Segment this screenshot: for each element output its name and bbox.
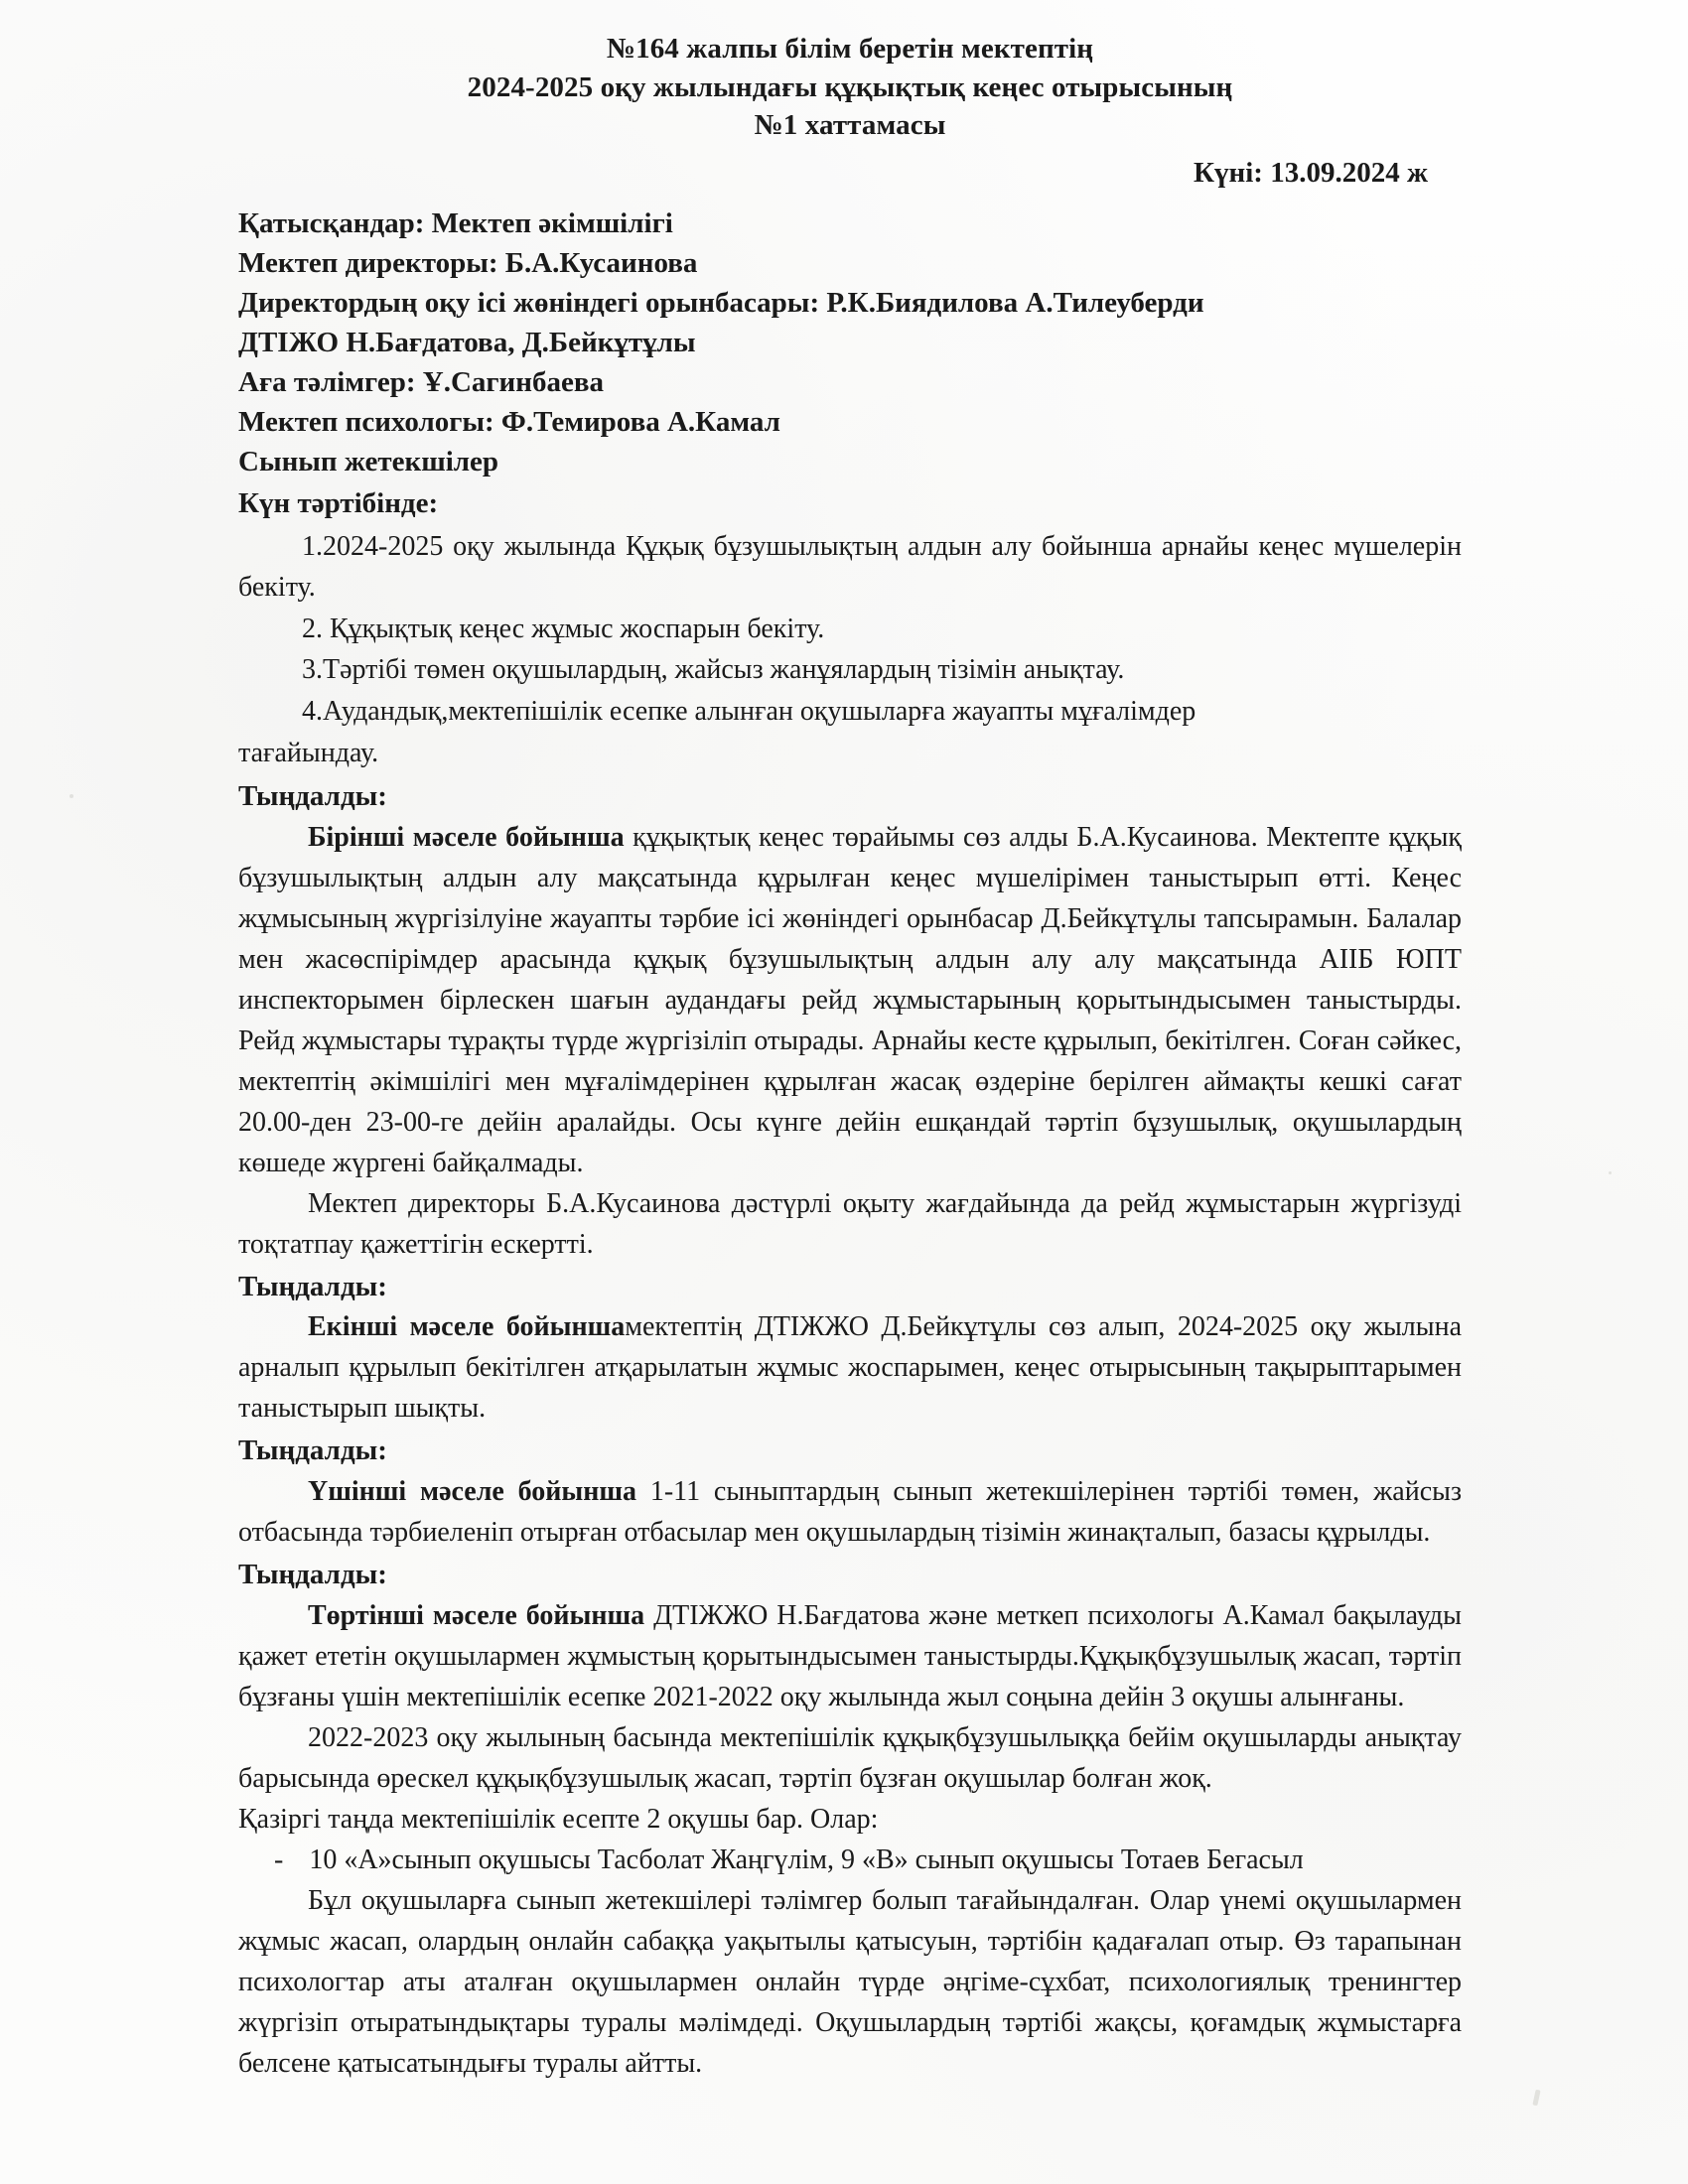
agenda-item: 4.Аудандық,мектепішілік есепке алынған оқушыларға жауапты мұғалімдер [302,696,1196,728]
section-two-body: мектептің ДТІЖЖО Д.Бейкұтұлы сөз алып, 2024-2025 оқу жылына арналып құрылып бекітілген атқарылатын жұмыс жоспарымен, кеңес отырысының тақырыптарымен таныстырып шықты. [238,1311,1462,1425]
title-line-3: №1 хаттамасы [754,109,946,142]
document-sheet [238,30,1462,2084]
section-four-body: ДТІЖЖО Н.Бағдатова және меткеп психологы А.Камал бақылауды қажет ететін оқушылармен жұмыстың қорытындысымен таныстырды.Құқықбұзушылық жасап, тәртіп бұзғаны үшін мектепішілік есепке 2021-2022 оқу жылында жыл соңына дейін 3 оқушы алынғаны. [238,1599,1462,1712]
listened-label: Тыңдалды: [238,780,387,813]
scan-artifact [1532,2090,1540,2107]
section-four-paragraph-4: Бұл оқушыларға сынып жетекшілері тәлімгер болып тағайындалған. Олар үнемі оқушылармен жұмыс жасап, олардың онлайн сабаққа уақытылы қатысуын, тәртібін қадағалап отыр. Өз тарапынан психологтар аты аталған оқушылармен онлайн түрде әңгіме-сұхбат, психологиялық тренингтер жүргізіп отыратындықтары туралы мәлімдеді. Оқушылардың тәртібі жақсы, қоғамдық жұмыстарға белсене қатысатындығы туралы айтты. [238,1884,1462,2079]
attendee-row: Мектеп директоры: Б.А.Кусаинова [238,246,698,279]
section-two-paragraph [238,1306,1462,1429]
listened-label: Тыңдалды: [238,1270,387,1302]
attendee-row: Аға тәлімгер: Ұ.Сагинбаева [238,365,605,398]
agenda-heading: Күн тәртібінде: [238,486,439,519]
agenda-item: 2. Құқықтық кеңес жұмыс жоспарын бекіту. [302,613,825,644]
student-names: 10 «А»сынып оқушысы Тасболат Жаңгүлім, 9 «В» сынып оқушысы Тотаев Бегасыл [309,1843,1304,1875]
bullet-marker: - [274,1843,284,1875]
attendee-row: Директордың оқу ісі жөніндегі орынбасары: Р.К.Биядилова А.Тилеуберди [238,286,1204,319]
document-date: Күні: 13.09.2024 ж [1194,156,1428,189]
scan-artifact [70,794,73,798]
section-three-paragraph [238,1471,1462,1553]
attendees-block [238,204,1462,481]
document-title [238,30,1462,145]
agenda-item-tail: тағайындау. [238,738,379,769]
attendee-row: ДТІЖО Н.Бағдатова, Д.Бейкұтұлы [238,326,696,358]
section-four-lead: Төртінші мәселе бойынша [308,1599,645,1631]
title-line-1: №164 жалпы білім беретін мектептің [606,33,1094,65]
section-three-lead: Үшінші мәселе бойынша [308,1476,637,1508]
agenda-item: 3.Тәртібі төмен оқушылардың, жайсыз жанұялардың тізімін анықтау. [302,654,1125,686]
section-four-paragraph-3: Қазіргі таңда мектепішілік есепте 2 оқушы бар. Олар: [238,1803,879,1835]
section-one-lead: Бірінші мәселе бойынша [308,821,625,853]
section-four-paragraph-2: 2022-2023 оқу жылының басында мектепішілік құқықбұзушылыққа бейім оқушыларды анықтау барысында өрескел құқықбұзушылық жасап, тәртіп бұзған оқушылар болған жоқ. [238,1721,1462,1794]
section-four-paragraph [238,1595,1462,1717]
section-one-body: құқықтық кеңес төрайымы сөз алды Б.А.Кусаинова. Мектепте құқық бұзушылықтың алдын алу мақсатында құрылған кеңес мүшелірімен таныстырып өтті. Кеңес жұмысының жүргізілуіне жауапты тәрбие ісі жөніндегі орынбасар Д.Бейкұтұлы тапсырамын. Балалар мен жасөспірімдер арасында құқық бұзушылықтың алдын алу алу мақсатында АІІБ ЮПТ инспекторымен бірлескен шағын аудандағы рейд жұмыстарының қорытындысымен таныстырды. Рейд жұмыстары тұрақты түрде жүргізіліп отырады. Арнайы кесте құрылып, бекітілген. Соған сәйкес, мектептің әкімшілігі мен мұғалімдерінен құрылған жасақ өздеріне берілген аймақты кешкі сағат 20.00-ден 23-00-ге дейін аралайды. Осы күнге дейін ешқандай тәртіп бұзушылық, оқушылардың көшеде жүргені байқалмады. [238,821,1462,1178]
title-line-2: 2024-2025 оқу жылындағы құқықтық кеңес отырысының [467,70,1233,103]
attendee-row: Мектеп психологы: Ф.Темирова А.Камал [238,405,780,438]
attendee-row: Сынып жетекшілер [238,445,499,478]
section-three-body: 1-11 сыныптардың сынып жетекшілерінен тәртібі төмен, жайсыз отбасында тәрбиеленіп отырған отбасылар мен оқушылардың тізімін жинақталып, базасы құрылды. [238,1476,1463,1549]
attendee-row: Қатысқандар: Мектеп әкімшілігі [238,206,673,239]
listened-label: Тыңдалды: [238,1559,387,1591]
scan-artifact [1609,1171,1612,1174]
agenda-item: 1.2024-2025 оқу жылында Құқық бұзушылықтың алдын алу бойынша арнайы кеңес мүшелерін бекіту. [238,530,1462,603]
section-two-lead: Екінші мәселе бойынша [308,1311,626,1343]
listened-label: Тыңдалды: [238,1434,387,1467]
section-one-paragraph [238,817,1462,1183]
agenda-list [238,527,1462,774]
section-one-paragraph-2: Мектеп директоры Б.А.Кусаинова дәстүрлі оқыту жағдайында да рейд жұмыстарын жүргізуді тоқтатпау қажеттігін ескертті. [238,1187,1462,1260]
student-list-item [238,1840,1462,1880]
